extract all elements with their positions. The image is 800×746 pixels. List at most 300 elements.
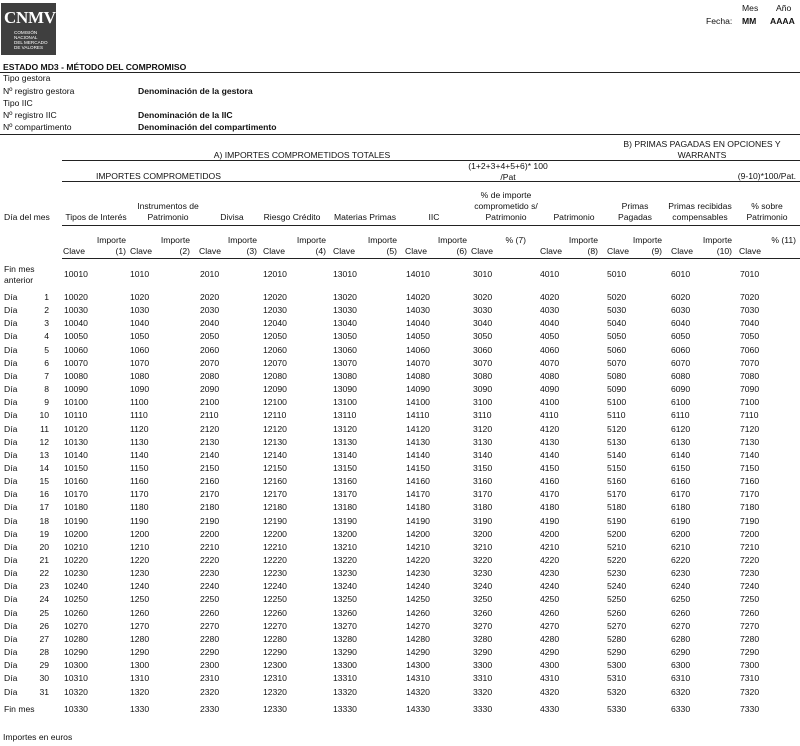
- code-cell: 6240: [671, 581, 691, 592]
- code-cell: 2040: [200, 318, 220, 329]
- code-cell: 1060: [130, 344, 150, 355]
- code-cell: 7020: [740, 292, 760, 302]
- code-cell: 5220: [607, 555, 627, 565]
- code-cell: 12070: [263, 357, 287, 368]
- code-cell: 5290: [607, 647, 627, 658]
- code-cell: 3300: [473, 660, 493, 671]
- code-cell: 1080: [130, 370, 150, 381]
- code-cell: 2230: [200, 568, 220, 579]
- code-cell: 3220: [473, 555, 493, 565]
- code-cell: 14170: [406, 489, 430, 500]
- code-cell: 14070: [406, 357, 430, 368]
- code-cell: 1230: [130, 568, 150, 579]
- row-label-dia: Día: [4, 397, 18, 408]
- info-label: Nº registro IIC: [3, 110, 57, 120]
- code-cell: 1300: [130, 660, 150, 671]
- code-cell: 2220: [200, 555, 220, 565]
- code-cell: 13250: [333, 594, 357, 605]
- code-cell: 14080: [406, 370, 430, 381]
- row-label-dia: Día: [4, 581, 18, 592]
- logo-acronym: CNMV: [4, 8, 56, 27]
- code-cell: 14290: [406, 647, 430, 658]
- code-cell: 1170: [130, 489, 149, 500]
- code-cell: 4120: [540, 423, 560, 434]
- row-day-number: 6: [44, 357, 49, 368]
- code-cell: 10180: [64, 502, 88, 513]
- code-cell: 14110: [406, 410, 430, 421]
- importes-comprometidos-label: IMPORTES COMPROMETIDOS: [96, 171, 221, 181]
- code-cell: 3180: [473, 502, 493, 513]
- info-label: Nº registro gestora: [3, 86, 75, 96]
- code-cell: 4020: [540, 292, 560, 302]
- row-day-number: 10: [39, 410, 49, 421]
- code-cell: 5180: [607, 502, 627, 513]
- code-cell: 14010: [406, 269, 430, 279]
- code-cell: 13100: [333, 397, 357, 408]
- code-cell: 5280: [607, 633, 627, 644]
- code-cell: 2200: [200, 528, 220, 539]
- code-cell: 12200: [263, 528, 287, 539]
- code-cell: 12180: [263, 502, 287, 513]
- logo-subtitle: COMISIÓN NACIONAL DEL MERCADO DE VALORES: [14, 30, 48, 50]
- code-cell: 14210: [406, 541, 430, 552]
- code-cell: 6290: [671, 647, 691, 658]
- clave-header: Clave: [263, 246, 285, 256]
- clave-header: Clave: [405, 246, 427, 256]
- code-cell: 4140: [540, 449, 560, 460]
- code-cell: 6320: [671, 686, 691, 697]
- code-cell: 12040: [263, 318, 287, 329]
- row-day-number: 22: [39, 568, 49, 579]
- code-cell: 12230: [263, 568, 287, 579]
- group-rule: [62, 225, 800, 226]
- value-header: Importe (1): [96, 235, 126, 256]
- row-label-dia: Día: [4, 568, 18, 579]
- code-cell: 4200: [540, 528, 560, 539]
- row-label-dia: Día: [4, 292, 18, 302]
- code-cell: 7180: [740, 502, 760, 513]
- row-day-number: 16: [39, 489, 49, 500]
- code-cell: 6060: [671, 344, 691, 355]
- code-cell: 4050: [540, 331, 560, 342]
- code-cell: 2280: [200, 633, 220, 644]
- code-cell: 5160: [607, 476, 627, 487]
- code-cell: 10010: [64, 269, 88, 279]
- code-cell: 10030: [64, 305, 88, 316]
- page-title: ESTADO MD3 - MÉTODO DEL COMPROMISO: [3, 62, 187, 72]
- code-cell: 1100: [130, 397, 149, 408]
- code-cell: 10080: [64, 370, 88, 381]
- code-cell: 12150: [263, 462, 287, 473]
- code-cell: 5030: [607, 305, 627, 316]
- code-cell: 7130: [740, 436, 760, 447]
- code-cell: 14310: [406, 673, 430, 684]
- value-header: Importe (9): [632, 235, 662, 256]
- code-cell: 1070: [130, 357, 150, 368]
- code-cell: 6200: [671, 528, 691, 539]
- code-cell: 10110: [64, 410, 88, 421]
- code-cell: 7170: [740, 489, 760, 500]
- code-cell: 5150: [607, 462, 627, 473]
- code-cell: 1090: [130, 384, 150, 395]
- row-label-dia: Día: [4, 555, 18, 565]
- code-cell: 7080: [740, 370, 760, 381]
- code-cell: 6030: [671, 305, 691, 316]
- code-cell: 2150: [200, 462, 220, 473]
- code-cell: 10140: [64, 449, 88, 460]
- code-cell: 1050: [130, 331, 150, 342]
- row-day-number: 11: [40, 423, 49, 434]
- value-header: % (7): [505, 235, 526, 245]
- code-cell: 14030: [406, 305, 430, 316]
- code-cell: 7220: [740, 555, 760, 565]
- row-label-dia: Día: [4, 541, 18, 552]
- value-header: Importe (3): [227, 235, 257, 256]
- row-day-number: 3: [44, 318, 49, 329]
- code-cell: 10050: [64, 331, 88, 342]
- row-label-dia: Día: [4, 673, 18, 684]
- code-cell: 12280: [263, 633, 287, 644]
- row-label-dia: Día: [4, 344, 18, 355]
- row-label-dia: Día: [4, 594, 18, 605]
- formula-a: (1+2+3+4+5+6)* 100 /Pat: [468, 161, 548, 182]
- code-cell: 13130: [333, 436, 357, 447]
- code-cell: 10150: [64, 462, 88, 473]
- anio-value: AAAA: [770, 16, 795, 26]
- code-cell: 12170: [263, 489, 287, 500]
- row-day-number: 13: [39, 449, 49, 460]
- code-cell: 7050: [740, 331, 760, 342]
- dia-del-mes-header: Día del mes: [4, 212, 50, 222]
- code-cell: 2050: [200, 331, 220, 342]
- column-group-header: Primas recibidas compensables: [668, 201, 732, 222]
- code-cell: 1330: [130, 704, 150, 714]
- row-label-dia: Día: [4, 436, 18, 447]
- code-cell: 7060: [740, 344, 760, 355]
- code-cell: 3070: [473, 357, 493, 368]
- code-cell: 10160: [64, 476, 88, 487]
- column-group-header: Materias Primas: [333, 212, 397, 222]
- code-cell: 5060: [607, 344, 627, 355]
- code-cell: 7010: [740, 269, 760, 279]
- clave-header: Clave: [199, 246, 221, 256]
- code-cell: 5080: [607, 370, 627, 381]
- row-day-number: 27: [39, 633, 49, 644]
- code-cell: 14300: [406, 660, 430, 671]
- code-cell: 10230: [64, 568, 88, 579]
- row-day-number: 23: [39, 581, 49, 592]
- code-cell: 12090: [263, 384, 287, 395]
- code-cell: 4250: [540, 594, 560, 605]
- row-day-number: 18: [39, 515, 49, 526]
- row-label-dia: Día: [4, 647, 18, 658]
- section-b-title: B) PRIMAS PAGADAS EN OPCIONES Y WARRANTS: [623, 139, 781, 160]
- code-cell: 14140: [406, 449, 430, 460]
- value-header: Importe (2): [160, 235, 190, 256]
- code-cell: 2160: [200, 476, 220, 487]
- code-cell: 2290: [200, 647, 220, 658]
- row-label-dia: Día: [4, 331, 18, 342]
- code-cell: 12240: [263, 581, 287, 592]
- code-cell: 6260: [671, 607, 691, 618]
- code-cell: 14020: [406, 292, 430, 302]
- code-cell: 5090: [607, 384, 627, 395]
- code-cell: 2030: [200, 305, 220, 316]
- value-header: Importe (4): [296, 235, 326, 256]
- code-cell: 2190: [200, 515, 220, 526]
- code-cell: 5230: [607, 568, 627, 579]
- code-cell: 5260: [607, 607, 627, 618]
- code-cell: 14100: [406, 397, 430, 408]
- code-cell: 1030: [130, 305, 150, 316]
- info-label: Nº compartimento: [3, 122, 72, 132]
- code-cell: 10290: [64, 647, 88, 658]
- code-cell: 1250: [130, 594, 150, 605]
- code-cell: 3330: [473, 704, 493, 714]
- code-cell: 4080: [540, 370, 560, 381]
- code-cell: 3280: [473, 633, 493, 644]
- row-day-number: 31: [39, 686, 49, 697]
- row-label-dia: Día: [4, 528, 18, 539]
- code-cell: 6120: [671, 423, 691, 434]
- code-cell: 13120: [333, 423, 357, 434]
- code-cell: 3240: [473, 581, 493, 592]
- code-cell: 7300: [740, 660, 760, 671]
- code-cell: 10070: [64, 357, 88, 368]
- code-cell: 13330: [333, 704, 357, 714]
- row-label-dia: Día: [4, 489, 18, 500]
- clave-header: Clave: [671, 246, 693, 256]
- code-cell: 13140: [333, 449, 357, 460]
- code-cell: 4280: [540, 633, 560, 644]
- code-cell: 14200: [406, 528, 430, 539]
- code-cell: 7090: [740, 384, 760, 395]
- code-cell: 4220: [540, 555, 560, 565]
- code-cell: 3190: [473, 515, 493, 526]
- code-cell: 5020: [607, 292, 627, 302]
- code-cell: 4090: [540, 384, 560, 395]
- code-cell: 5330: [607, 704, 627, 714]
- row-label-dia: Día: [4, 318, 18, 329]
- code-cell: 12260: [263, 607, 287, 618]
- code-cell: 4010: [540, 269, 560, 279]
- code-cell: 3010: [473, 269, 493, 279]
- code-cell: 13150: [333, 462, 357, 473]
- code-cell: 3160: [473, 476, 493, 487]
- code-cell: 1130: [130, 436, 149, 447]
- row-label-dia: Día: [4, 660, 18, 671]
- code-cell: 4040: [540, 318, 560, 329]
- code-cell: 13110: [333, 410, 357, 421]
- code-cell: 5050: [607, 331, 627, 342]
- code-cell: 10330: [64, 704, 88, 714]
- row-day-number: 7: [44, 370, 49, 381]
- code-cell: 14270: [406, 620, 430, 631]
- code-cell: 7160: [740, 476, 760, 487]
- code-cell: 6310: [671, 673, 691, 684]
- code-cell: 1310: [130, 673, 150, 684]
- code-cell: 6070: [671, 357, 691, 368]
- code-cell: 13300: [333, 660, 357, 671]
- code-cell: 13180: [333, 502, 357, 513]
- code-cell: 14240: [406, 581, 430, 592]
- code-cell: 6330: [671, 704, 691, 714]
- code-cell: 4110: [540, 410, 559, 421]
- code-cell: 6180: [671, 502, 691, 513]
- code-cell: 1020: [130, 292, 150, 302]
- code-cell: 3040: [473, 318, 493, 329]
- code-cell: 1160: [130, 476, 149, 487]
- code-cell: 10130: [64, 436, 88, 447]
- code-cell: 10250: [64, 594, 88, 605]
- code-cell: 10020: [64, 292, 88, 302]
- code-cell: 10120: [64, 423, 88, 434]
- code-cell: 3310: [473, 673, 493, 684]
- code-cell: 2260: [200, 607, 220, 618]
- code-cell: 3110: [473, 410, 492, 421]
- code-cell: 12320: [263, 686, 287, 697]
- cnmv-logo: [1, 3, 56, 55]
- code-cell: 7200: [740, 528, 760, 539]
- code-cell: 12130: [263, 436, 287, 447]
- code-cell: 14120: [406, 423, 430, 434]
- code-cell: 1320: [130, 686, 150, 697]
- code-cell: 3250: [473, 594, 493, 605]
- code-cell: 12020: [263, 292, 287, 302]
- info-label: Tipo IIC: [3, 98, 33, 108]
- subheader-rule: [62, 258, 800, 259]
- code-cell: 2300: [200, 660, 220, 671]
- code-cell: 1140: [130, 449, 149, 460]
- code-cell: 10100: [64, 397, 88, 408]
- row-day-number: 26: [39, 620, 49, 631]
- row-label-dia: Día: [4, 357, 18, 368]
- row-label-dia: Día: [4, 449, 18, 460]
- code-cell: 2020: [200, 292, 220, 302]
- code-cell: 7110: [740, 410, 759, 421]
- row-day-number: 2: [44, 305, 49, 316]
- code-cell: 1110: [130, 410, 148, 421]
- code-cell: 4300: [540, 660, 560, 671]
- code-cell: 13010: [333, 269, 357, 279]
- code-cell: 5300: [607, 660, 627, 671]
- code-cell: 3150: [473, 462, 493, 473]
- footer-note: Importes en euros: [3, 732, 73, 742]
- row-day-number: 5: [44, 344, 49, 355]
- code-cell: 4170: [540, 489, 560, 500]
- code-cell: 4060: [540, 344, 560, 355]
- code-cell: 3140: [473, 449, 493, 460]
- info-value: Denominación de la gestora: [138, 86, 253, 96]
- code-cell: 6270: [671, 620, 691, 631]
- code-cell: 12060: [263, 344, 287, 355]
- row-label-dia: Día: [4, 410, 18, 421]
- code-cell: 6090: [671, 384, 691, 395]
- code-cell: 12250: [263, 594, 287, 605]
- code-cell: 7310: [740, 673, 760, 684]
- code-cell: 13090: [333, 384, 357, 395]
- code-cell: 3290: [473, 647, 493, 658]
- clave-header: Clave: [130, 246, 152, 256]
- code-cell: 13190: [333, 515, 357, 526]
- column-group-header: Riesgo Crédito: [263, 212, 321, 222]
- code-cell: 12140: [263, 449, 287, 460]
- row-day-number: 19: [39, 528, 49, 539]
- code-cell: 13020: [333, 292, 357, 302]
- row-day-number: 4: [44, 331, 49, 342]
- code-cell: 10240: [64, 581, 88, 592]
- code-cell: 14260: [406, 607, 430, 618]
- code-cell: 14180: [406, 502, 430, 513]
- code-cell: 14150: [406, 462, 430, 473]
- code-cell: 4260: [540, 607, 560, 618]
- code-cell: 1280: [130, 633, 150, 644]
- row-label-dia: Día: [4, 370, 18, 381]
- code-cell: 1180: [130, 502, 149, 513]
- code-cell: 5190: [607, 515, 627, 526]
- info-value: Denominación del compartimento: [138, 122, 277, 132]
- row-day-number: 8: [44, 384, 49, 395]
- code-cell: 7320: [740, 686, 760, 697]
- code-cell: 12160: [263, 476, 287, 487]
- code-cell: 3100: [473, 397, 493, 408]
- code-cell: 6040: [671, 318, 691, 329]
- code-cell: 13160: [333, 476, 357, 487]
- code-cell: 7290: [740, 647, 760, 658]
- code-cell: 13320: [333, 686, 357, 697]
- fecha-label: Fecha:: [706, 16, 733, 26]
- code-cell: 4330: [540, 704, 560, 714]
- code-cell: 5140: [607, 449, 627, 460]
- code-cell: 2250: [200, 594, 220, 605]
- code-cell: 3210: [473, 541, 493, 552]
- code-cell: 6020: [671, 292, 691, 302]
- code-cell: 4100: [540, 397, 560, 408]
- code-cell: 10260: [64, 607, 88, 618]
- code-cell: 3130: [473, 436, 493, 447]
- code-cell: 3120: [473, 423, 493, 434]
- code-cell: 7190: [740, 515, 760, 526]
- code-cell: 13210: [333, 541, 357, 552]
- code-cell: 6220: [671, 555, 691, 565]
- code-cell: 6130: [671, 436, 691, 447]
- code-cell: 5200: [607, 528, 627, 539]
- code-cell: 1040: [130, 318, 150, 329]
- code-cell: 1290: [130, 647, 150, 658]
- code-cell: 12110: [263, 410, 287, 421]
- code-cell: 12120: [263, 423, 287, 434]
- code-cell: 12270: [263, 620, 287, 631]
- code-cell: 7040: [740, 318, 760, 329]
- code-cell: 12290: [263, 647, 287, 658]
- code-cell: 4290: [540, 647, 560, 658]
- code-cell: 3030: [473, 305, 493, 316]
- code-cell: 10200: [64, 528, 88, 539]
- row-label-dia: Día: [4, 515, 18, 526]
- row-label-dia: Día: [4, 423, 18, 434]
- code-cell: 5310: [607, 673, 627, 684]
- formula-b: (9-10)*100/Pat.: [737, 171, 796, 181]
- row-label-dia: Día: [4, 462, 18, 473]
- code-cell: 5010: [607, 269, 627, 279]
- code-cell: 13200: [333, 528, 357, 539]
- code-cell: 6230: [671, 568, 691, 579]
- column-group-header: IIC: [428, 212, 440, 222]
- code-cell: 3200: [473, 528, 493, 539]
- code-cell: 2100: [200, 397, 220, 408]
- code-cell: 6190: [671, 515, 691, 526]
- code-cell: 3170: [473, 489, 493, 500]
